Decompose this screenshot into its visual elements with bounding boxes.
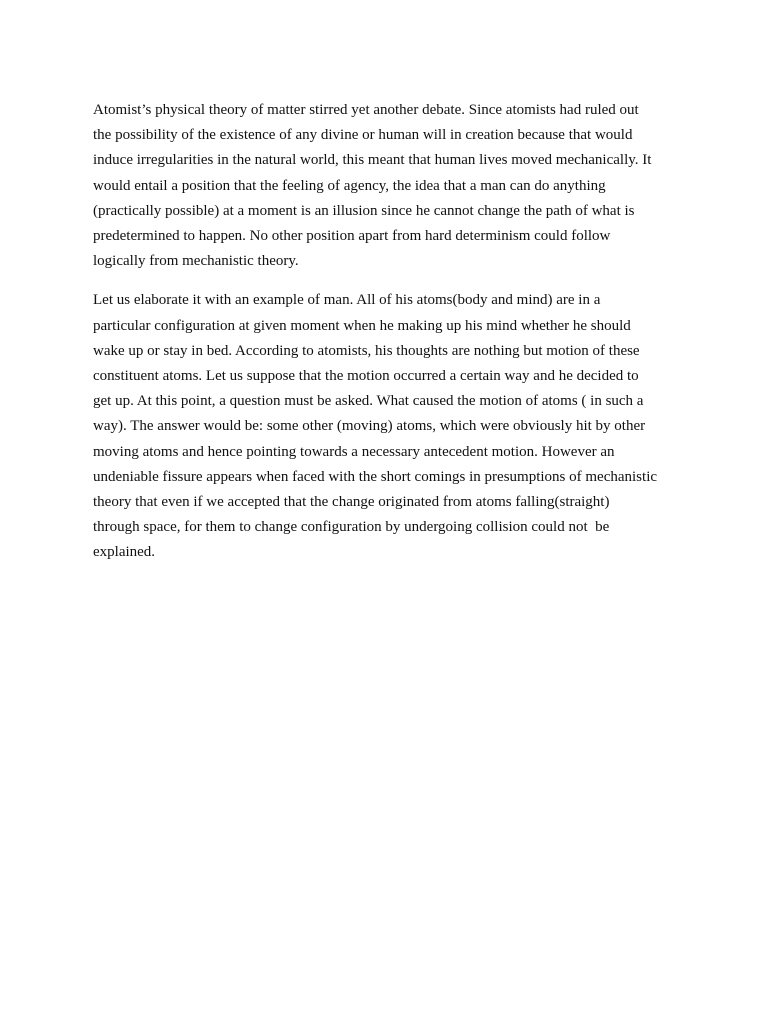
- paragraph-line: would entail a position that the feeling of agency, the idea that a man can do anything: [93, 177, 606, 194]
- paragraph-line: logically from mechanistic theory.: [93, 253, 299, 270]
- paragraph-line: theory that even if we accepted that the change originated from atoms falling(straight): [93, 494, 610, 511]
- paragraph-line: Let us elaborate it with an example of man. All of his atoms(body and mind) are in a: [93, 292, 601, 309]
- paragraph-line: way). The answer would be: some other (moving) atoms, which were obviously hit by other: [93, 418, 646, 435]
- paragraph-line: particular configuration at given moment when he making up his mind whether he should: [93, 317, 631, 334]
- paragraph-line: explained.: [93, 544, 156, 561]
- paragraph-line: predetermined to happen. No other position apart from hard determinism could follow: [93, 228, 611, 245]
- paragraph-line: undeniable fissure appears when faced with the short comings in presumptions of mechanistic: [93, 468, 658, 485]
- paragraph-line: get up. At this point, a question must be asked. What caused the motion of atoms ( in such a: [93, 393, 644, 410]
- paragraph-line: the possibility of the existence of any divine or human will in creation because that would: [93, 127, 633, 144]
- document-body: [93, 98, 683, 580]
- paragraph-line: through space, for them to change configuration by undergoing collision could not be: [93, 519, 610, 536]
- paragraph-line: (practically possible) at a moment is an illusion since he cannot change the path of what is: [93, 202, 635, 219]
- paragraph-line: moving atoms and hence pointing towards a necessary antecedent motion. However an: [93, 443, 615, 460]
- paragraph-line: wake up or stay in bed. According to atomists, his thoughts are nothing but motion of these: [93, 342, 640, 359]
- paragraph-line: constituent atoms. Let us suppose that the motion occurred a certain way and he decided to: [93, 368, 639, 385]
- paragraph-1: [93, 98, 683, 274]
- paragraph-line: induce irregularities in the natural world, this meant that human lives moved mechanically. It: [93, 152, 652, 169]
- paragraph-2: [93, 288, 683, 565]
- paragraph-line: Atomist’s physical theory of matter stirred yet another debate. Since atomists had ruled out: [93, 102, 639, 118]
